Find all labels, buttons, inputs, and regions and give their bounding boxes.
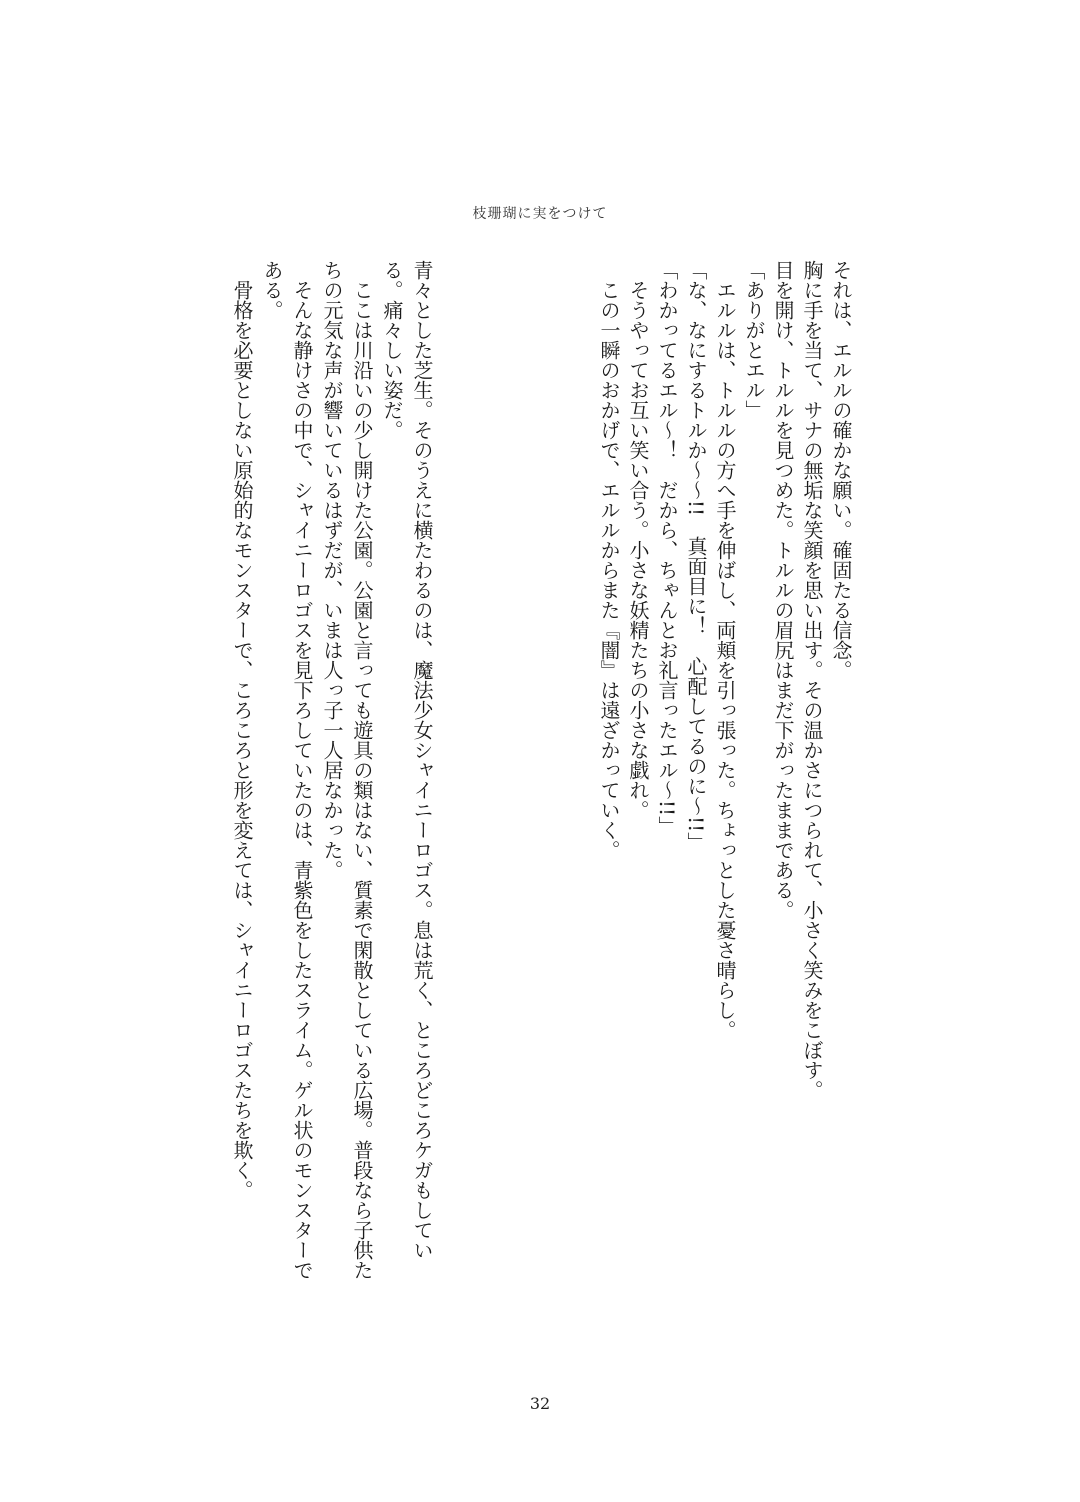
text-line: そんな静けさの中で、シャイニーロゴスを見下ろしていたのは、青紫色をしたスライム。ゲル状のモンスターで	[290, 260, 314, 1280]
text-line: 胸に手を当て、サナの無垢な笑顔を思い出す。その温かさにつられて、小さく笑みをこぼす。	[800, 260, 824, 1100]
running-head: 枝珊瑚に実をつけて	[472, 206, 608, 222]
text-line: ちの元気な声が響いているはずだが、いまは人っ子一人居なかった。	[320, 260, 344, 880]
text-section-1	[594, 260, 855, 1270]
text-line: 骨格を必要としない原始的なモンスターで、ころころと形を変えては、シャイニーロゴスたちを欺く。	[230, 260, 254, 1200]
text-line: 「わかってるエル〜！ だから、ちゃんとお礼言ったエル〜!!」	[655, 260, 679, 837]
text-line: 目を開け、トルルを見つめた。トルルの眉尻はまだ下がったままである。	[771, 260, 795, 920]
text-line: この一瞬のおかげで、エルルからまた『闇』は遠ざかっていく。	[597, 260, 621, 860]
page-number: 32	[529, 1394, 551, 1413]
text-line: ここは川沿いの少し開けた公園。公園と言っても遊具の類はない、質素で閑散としている広場。普段なら子供た	[350, 260, 374, 1280]
text-line: 青々とした芝生。そのうえに横たわるのは、魔法少女シャイニーロゴス。息は荒く、ところどころケガもしてい	[410, 260, 434, 1260]
text-line: ある。	[260, 260, 284, 320]
text-line: る。痛々しい姿だ。	[380, 260, 404, 440]
text-line: エルルは、トルルの方へ手を伸ばし、両頬を引っ張った。ちょっとした憂さ晴らし。	[713, 260, 737, 1040]
text-line: 「な、なにするトルか〜〜!! 真面目に！ 心配してるのに〜!!」	[684, 260, 708, 853]
text-section-2	[227, 260, 437, 1280]
text-line: そうやってお互い笑い合う。小さな妖精たちの小さな戯れ。	[626, 260, 650, 820]
text-line: 「ありがとエル」	[742, 260, 766, 420]
text-line: それは、エルルの確かな願い。確固たる信念。	[829, 260, 853, 680]
